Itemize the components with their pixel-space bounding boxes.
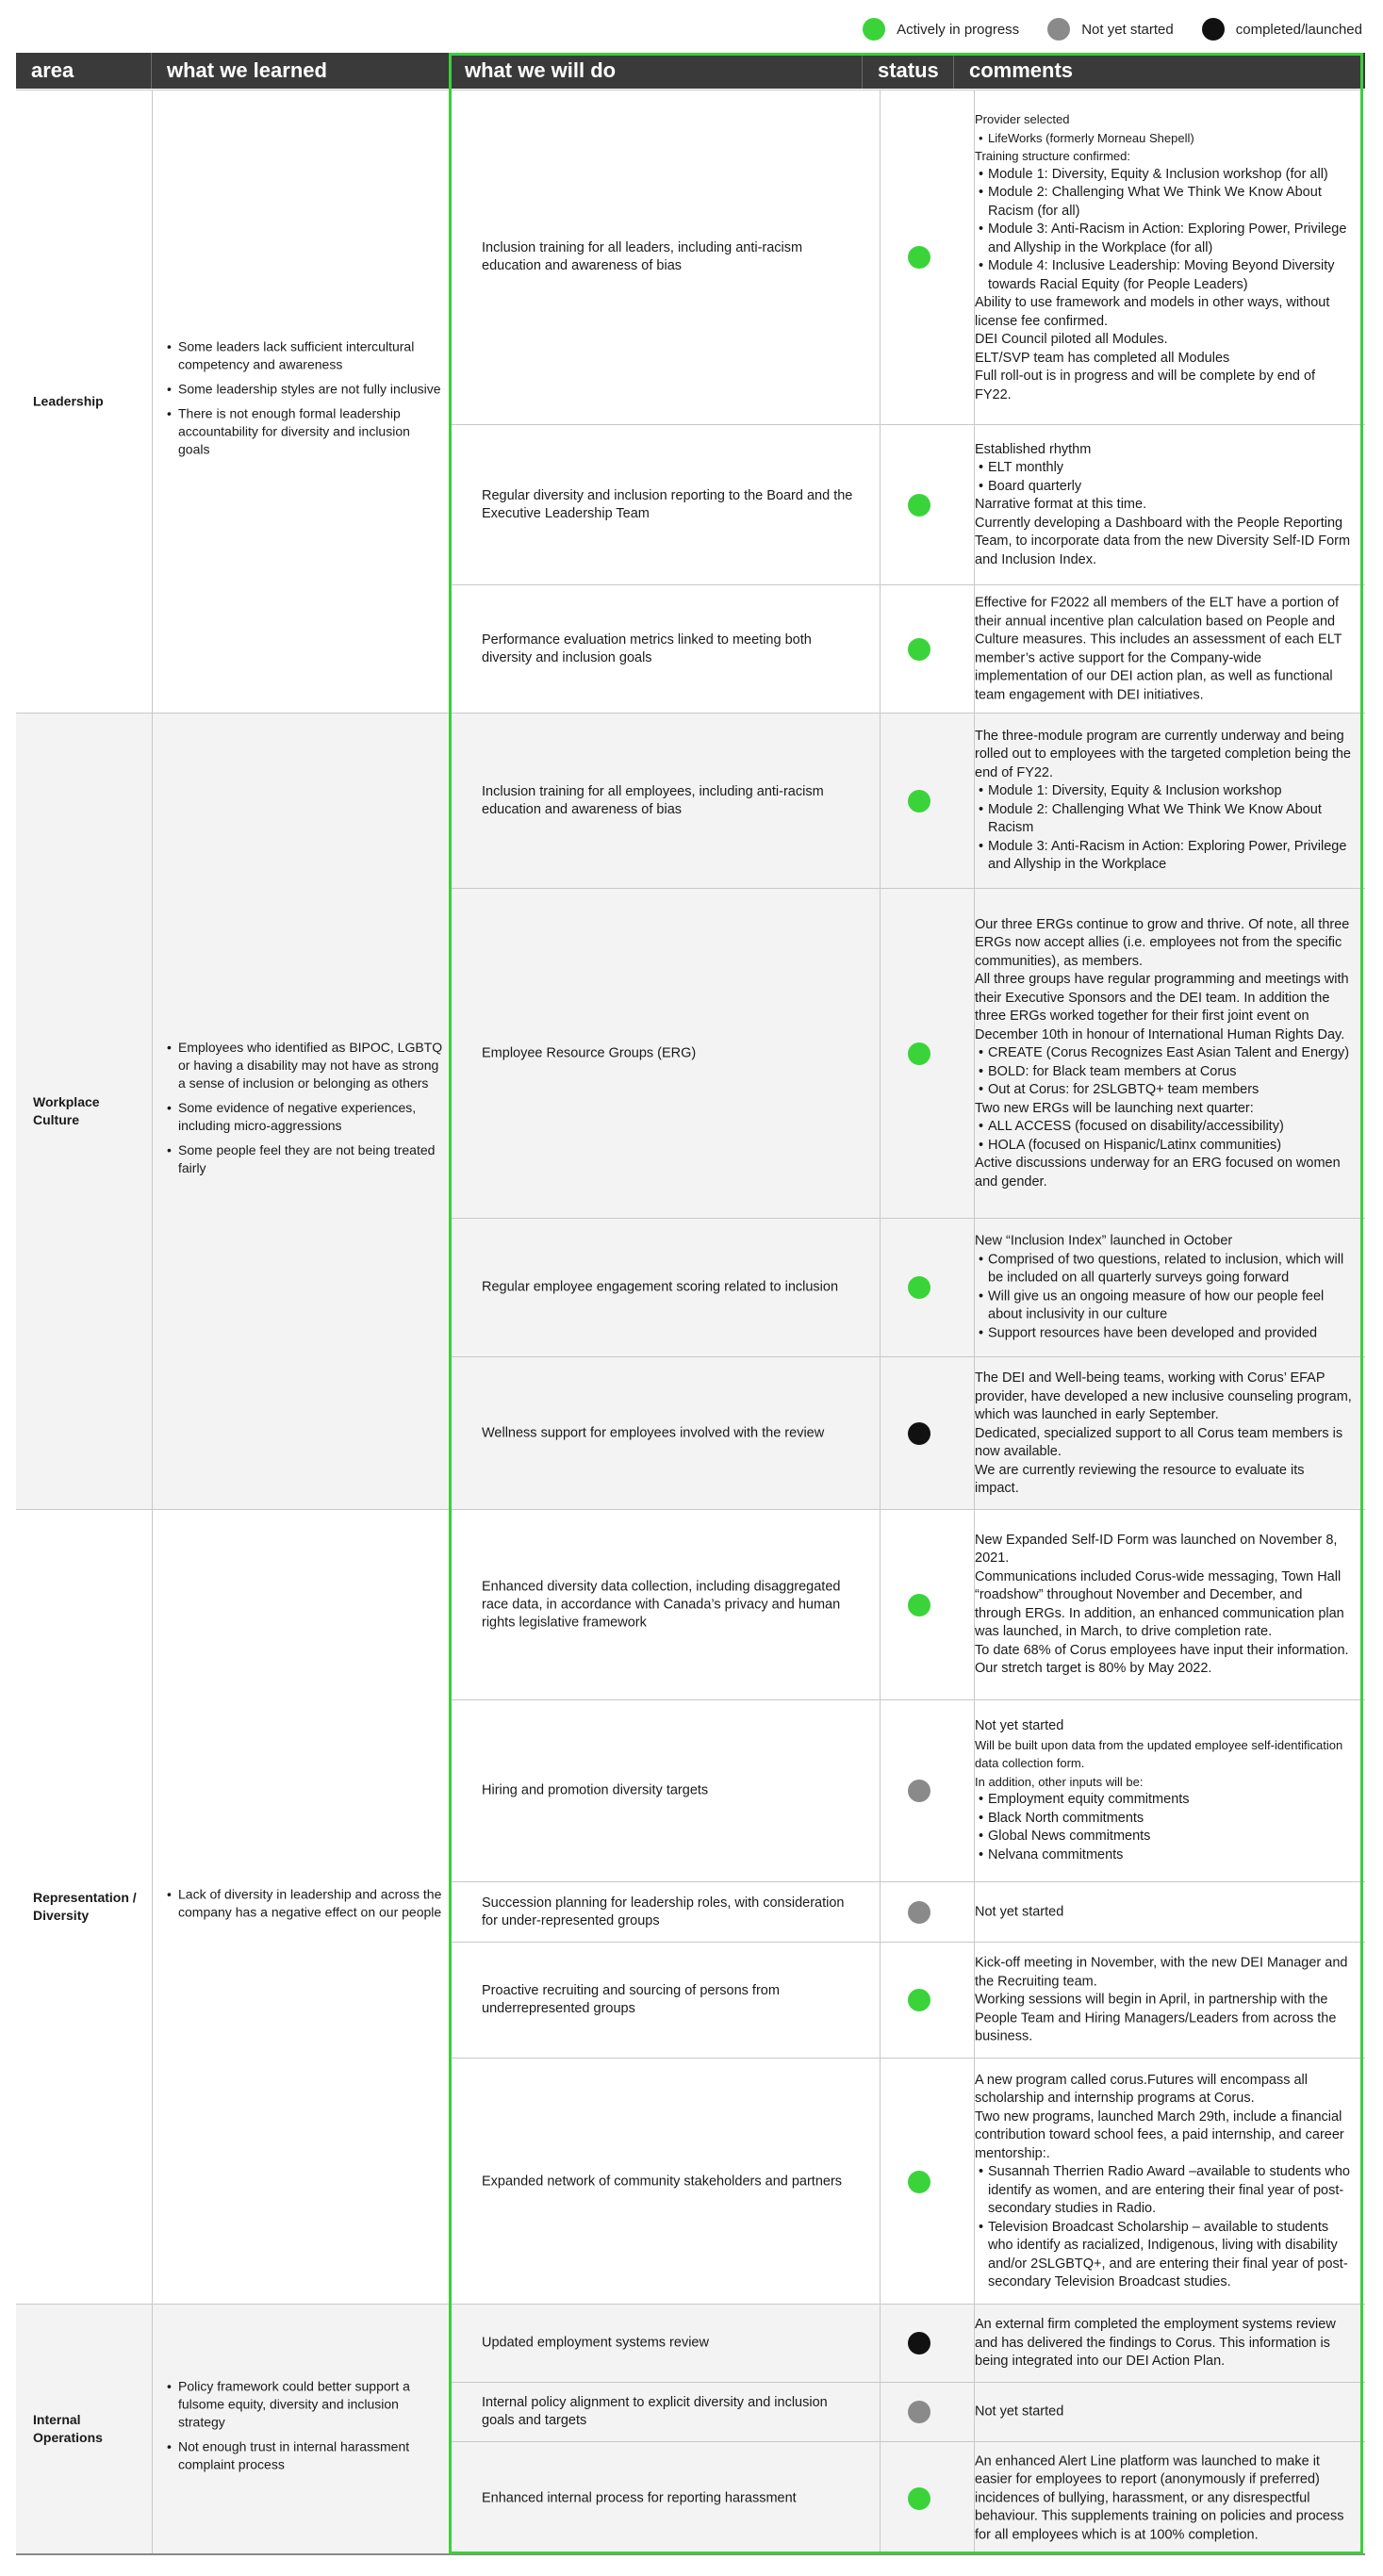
comment-paragraph: Not yet started bbox=[975, 2404, 1064, 2420]
comment-paragraph: Provider selected bbox=[975, 112, 1070, 126]
comment-list bbox=[975, 782, 1352, 875]
action-text: Wellness support for employees involved with the review bbox=[482, 1425, 825, 1441]
area-title: Workplace Culture bbox=[33, 1094, 100, 1127]
comment-list bbox=[975, 1791, 1352, 1864]
comment-bullet: • Module 1: Diversity, Equity & Inclusion workshop (for all) bbox=[975, 166, 1352, 185]
green-status-dot-icon bbox=[908, 2171, 930, 2193]
column-divider bbox=[152, 714, 153, 1509]
comment-paragraph: Our three ERGs continue to grow and thrive. Of note, all three ERGs now accept allies (i.e. employees not from the specific communities), as members. bbox=[975, 916, 1350, 969]
comment-paragraph: Full roll-out is in progress and will be complete by end of FY22. bbox=[975, 369, 1316, 402]
comment-bullet: • Module 4: Inclusive Leadership: Moving Beyond Diversity towards Racial Equity (for People Leaders) bbox=[975, 257, 1352, 294]
column-divider bbox=[880, 1357, 881, 1510]
header-status: status bbox=[863, 53, 954, 89]
learned-item: • Some leaders lack sufficient intercultural competency and awareness bbox=[176, 338, 444, 374]
grey-status-dot-icon bbox=[908, 1780, 930, 1802]
comment-bullet: • Board quarterly bbox=[975, 477, 1352, 496]
comment-paragraph: Two new programs, launched March 29th, include a financial contribution toward school fees, a paid internship, and career mentorship:. bbox=[975, 2108, 1344, 2161]
comments-cell bbox=[975, 1903, 1352, 1922]
comments-cell bbox=[975, 595, 1352, 705]
learned-item: • Some leadership styles are not fully inclusive bbox=[176, 381, 444, 399]
comment-bullet: • ALL ACCESS (focused on disability/accessibility) bbox=[975, 1118, 1352, 1137]
comment-bullet: • Nelvana commitments bbox=[975, 1846, 1352, 1865]
column-divider bbox=[152, 1510, 153, 2304]
comments-cell bbox=[975, 110, 1352, 404]
action-text: Inclusion training for all employees, including anti-racism education and awareness of bias bbox=[482, 783, 824, 817]
comment-paragraph: Not yet started bbox=[975, 1903, 1064, 1919]
comment-bullet: • Module 2: Challenging What We Think We Know About Racism (for all) bbox=[975, 184, 1352, 221]
learned-item: • Some evidence of negative experiences, including micro-aggressions bbox=[176, 1099, 444, 1135]
learned-item: • Some people feel they are not being treated fairly bbox=[176, 1141, 444, 1177]
column-divider bbox=[449, 2305, 450, 2553]
action-text: Employee Resource Groups (ERG) bbox=[482, 1045, 697, 1060]
comments-cell bbox=[975, 1954, 1352, 2046]
action-text: Performance evaluation metrics linked to meeting both diversity and inclusion goals bbox=[482, 632, 812, 665]
comment-paragraph: Our stretch target is 80% by May 2022. bbox=[975, 1661, 1212, 1676]
learned-item: • Employees who identified as BIPOC, LGBTQ or having a disability may not have as strong a sense of inclusion or belonging as others bbox=[176, 1039, 444, 1092]
comment-paragraph: All three groups have regular programming and meetings with their Executive Sponsors and the DEI team. In addition the three ERGs worked together for their first joint event on December 10th in honour of International Human Rights Day. bbox=[975, 971, 1349, 1042]
column-divider bbox=[880, 714, 881, 888]
comment-list bbox=[975, 1118, 1352, 1155]
header-learned: what we learned bbox=[152, 53, 450, 89]
action-text: Enhanced diversity data collection, including disaggregated race data, in accordance with Canada’s privacy and human rights legislative framework bbox=[482, 1579, 841, 1630]
comment-paragraph: The three-module program are currently underway and being rolled out to employees with the targeted completion being the end of FY22. bbox=[975, 728, 1351, 780]
comment-paragraph: DEI Council piloted all Modules. bbox=[975, 332, 1168, 347]
comment-paragraph: Effective for F2022 all members of the ELT have a portion of their annual incentive plan calculation based on People and Culture measures. This includes an assessment of each ELT member’s active support for the Company-wide implementation of our DEI action plan, as well as functional team engagement with DEI initiatives. bbox=[975, 595, 1342, 702]
comment-paragraph: The DEI and Well-being teams, working with Corus’ EFAP provider, have developed a new inclusive counseling program, which was launched in early September. bbox=[975, 1370, 1352, 1422]
comments-cell bbox=[975, 1532, 1352, 1679]
header-comments: comments bbox=[969, 58, 1074, 82]
comments-cell bbox=[975, 1717, 1352, 1864]
green-status-dot-icon bbox=[908, 638, 930, 661]
area-section bbox=[16, 2304, 1365, 2553]
comment-list bbox=[975, 1044, 1352, 1100]
action-text: Regular diversity and inclusion reporting to the Board and the Executive Leadership Team bbox=[482, 487, 853, 521]
column-divider bbox=[880, 1943, 881, 2058]
comment-paragraph: Currently developing a Dashboard with the People Reporting Team, to incorporate data from the new Diversity Self-ID Form and Inclusion Index. bbox=[975, 515, 1351, 567]
column-divider bbox=[880, 2059, 881, 2305]
area-section bbox=[16, 713, 1365, 1509]
green-status-dot-icon bbox=[908, 1989, 930, 2011]
action-row bbox=[451, 2058, 1365, 2305]
action-row bbox=[451, 2382, 1365, 2441]
comment-bullet: • Comprised of two questions, related to inclusion, which will be included on all quarterly surveys going forward bbox=[975, 1251, 1352, 1288]
column-divider bbox=[880, 2442, 881, 2554]
column-divider bbox=[880, 1219, 881, 1356]
header-area: area bbox=[16, 53, 152, 89]
column-divider bbox=[880, 889, 881, 1218]
comments-cell bbox=[975, 440, 1352, 569]
action-text: Hiring and promotion diversity targets bbox=[482, 1782, 709, 1798]
table-header bbox=[16, 53, 1365, 89]
comment-paragraph: Dedicated, specialized support to all Corus team members is now available. bbox=[975, 1425, 1343, 1459]
table-bottom-rule bbox=[16, 2553, 1365, 2555]
action-row bbox=[451, 1356, 1365, 1510]
comments-cell bbox=[975, 728, 1352, 875]
comment-list bbox=[975, 1251, 1352, 1343]
green-status-dot-icon bbox=[908, 1042, 930, 1065]
comment-bullet: • Module 1: Diversity, Equity & Inclusion workshop bbox=[975, 782, 1352, 801]
comment-paragraph: Established rhythm bbox=[975, 441, 1092, 457]
action-row bbox=[451, 424, 1365, 584]
action-row bbox=[451, 714, 1365, 888]
comment-paragraph: In addition, other inputs will be: bbox=[975, 1774, 1144, 1789]
column-divider bbox=[449, 90, 450, 713]
column-divider bbox=[880, 1700, 881, 1881]
comments-cell bbox=[975, 1233, 1352, 1343]
area-title: Internal Operations bbox=[33, 2412, 103, 2445]
action-text: Proactive recruiting and sourcing of persons from underrepresented groups bbox=[482, 1983, 780, 2016]
area-section bbox=[16, 1509, 1365, 2304]
legend-label: completed/launched bbox=[1235, 21, 1362, 38]
comment-bullet: • Module 3: Anti-Racism in Action: Exploring Power, Privilege and Allyship in the Workplace bbox=[975, 838, 1352, 875]
action-row bbox=[451, 2441, 1365, 2554]
comment-bullet: • Module 2: Challenging What We Think We Know About Racism bbox=[975, 801, 1352, 838]
column-divider bbox=[880, 1510, 881, 1699]
green-status-dot-icon bbox=[863, 18, 885, 41]
comment-paragraph: Working sessions will begin in April, in partnership with the People Team and Hiring Managers/Leaders from across the business. bbox=[975, 1992, 1337, 2044]
comments-cell bbox=[975, 2403, 1352, 2421]
comment-bullet: • Black North commitments bbox=[975, 1810, 1352, 1829]
comment-list bbox=[975, 129, 1352, 148]
column-divider bbox=[880, 425, 881, 584]
green-status-dot-icon bbox=[908, 246, 930, 269]
column-divider bbox=[880, 585, 881, 714]
header-do: what we will do bbox=[450, 53, 863, 89]
learned-item: • Not enough trust in internal harassment complaint process bbox=[176, 2438, 444, 2474]
comment-paragraph: Narrative format at this time. bbox=[975, 496, 1147, 512]
green-status-dot-icon bbox=[908, 1594, 930, 1616]
comment-bullet: • Employment equity commitments bbox=[975, 1791, 1352, 1810]
learned-item: • Policy framework could better support a fulsome equity, diversity and inclusion strategy bbox=[176, 2378, 444, 2432]
comment-bullet: • CREATE (Corus Recognizes East Asian Talent and Energy) bbox=[975, 1044, 1352, 1063]
action-text: Internal policy alignment to explicit diversity and inclusion goals and targets bbox=[482, 2395, 828, 2428]
action-row bbox=[451, 90, 1365, 424]
column-divider bbox=[152, 90, 153, 713]
action-text: Expanded network of community stakeholders and partners bbox=[482, 2174, 843, 2189]
comment-paragraph: A new program called corus.Futures will encompass all scholarship and internship programs at Corus. bbox=[975, 2072, 1308, 2106]
column-divider bbox=[449, 714, 450, 1509]
column-divider bbox=[880, 2383, 881, 2441]
action-row bbox=[451, 1510, 1365, 1699]
comment-paragraph: Ability to use framework and models in other ways, without license fee confirmed. bbox=[975, 295, 1330, 329]
comment-bullet: • Susannah Therrien Radio Award –available to students who identify as women, and are entering their final year of post-secondary studies in Radio. bbox=[975, 2163, 1352, 2219]
grey-status-dot-icon bbox=[908, 2401, 930, 2423]
comment-bullet: • Support resources have been developed and provided bbox=[975, 1324, 1352, 1343]
green-status-dot-icon bbox=[908, 2487, 930, 2510]
action-text: Enhanced internal process for reporting harassment bbox=[482, 2490, 797, 2505]
comment-list bbox=[975, 2163, 1352, 2292]
comment-paragraph: An enhanced Alert Line platform was launched to make it easier for employees to report (anonymously if preferred) incidences of bullying, harassment, or any disrespectful behaviour. This supplements training on policies and process for all employees which is at 100% completion. bbox=[975, 2453, 1344, 2542]
black-status-dot-icon bbox=[908, 1422, 930, 1445]
column-divider bbox=[880, 2305, 881, 2382]
area-title: Leadership bbox=[33, 393, 104, 409]
column-divider bbox=[880, 90, 881, 424]
column-divider bbox=[152, 2305, 153, 2553]
comment-bullet: • HOLA (focused on Hispanic/Latinx communities) bbox=[975, 1136, 1352, 1155]
action-row bbox=[451, 888, 1365, 1218]
comment-bullet: • Out at Corus: for 2SLGBTQ+ team members bbox=[975, 1081, 1352, 1100]
action-text: Inclusion training for all leaders, including anti-racism education and awareness of bias bbox=[482, 240, 803, 273]
grey-status-dot-icon bbox=[1047, 18, 1070, 41]
action-row bbox=[451, 584, 1365, 714]
comment-paragraph: New Expanded Self-ID Form was launched on November 8, 2021. bbox=[975, 1532, 1338, 1566]
area-title: Representation / Diversity bbox=[33, 1890, 137, 1923]
learned-list bbox=[165, 1039, 444, 1184]
action-row bbox=[451, 1881, 1365, 1942]
comment-bullet: • LifeWorks (formerly Morneau Shepell) bbox=[975, 129, 1352, 148]
learned-item: • There is not enough formal leadership accountability for diversity and inclusion goals bbox=[176, 405, 444, 459]
comment-paragraph: Active discussions underway for an ERG focused on women and gender. bbox=[975, 1155, 1341, 1190]
comment-list bbox=[975, 166, 1352, 295]
comments-cell bbox=[975, 2453, 1352, 2545]
legend-item-not-started bbox=[1047, 18, 1174, 41]
comment-paragraph: Two new ERGs will be launching next quarter: bbox=[975, 1100, 1254, 1116]
action-row bbox=[451, 1699, 1365, 1881]
area-section bbox=[16, 90, 1365, 713]
comment-paragraph: ELT/SVP team has completed all Modules bbox=[975, 350, 1230, 366]
comment-bullet: • Television Broadcast Scholarship – available to students who identify as racialized, Indigenous, living with disability and/or 2SLGBTQ+, and are entering their final year of post-secondary Television Broadcast studies. bbox=[975, 2219, 1352, 2292]
comments-cell bbox=[975, 1370, 1352, 1499]
learned-list bbox=[165, 338, 444, 466]
column-divider bbox=[880, 1882, 881, 1942]
comment-paragraph: Not yet started bbox=[975, 1718, 1064, 1733]
comment-paragraph: An external firm completed the employment systems review and has delivered the findings to Corus. This information is being integrated into our DEI Action Plan. bbox=[975, 2316, 1336, 2369]
legend-item-completed bbox=[1202, 18, 1362, 41]
action-text: Succession planning for leadership roles, with consideration for under-represented groups bbox=[482, 1895, 845, 1928]
comment-paragraph: New “Inclusion Index” launched in October bbox=[975, 1233, 1233, 1249]
black-status-dot-icon bbox=[908, 2332, 930, 2354]
comment-paragraph: Kick-off meeting in November, with the new DEI Manager and the Recruiting team. bbox=[975, 1955, 1348, 1989]
comment-bullet: • BOLD: for Black team members at Corus bbox=[975, 1062, 1352, 1081]
legend-label: Not yet started bbox=[1081, 21, 1174, 38]
comment-list bbox=[975, 459, 1352, 496]
green-status-dot-icon bbox=[908, 494, 930, 517]
comment-paragraph: Training structure confirmed: bbox=[975, 149, 1130, 163]
green-status-dot-icon bbox=[908, 1276, 930, 1299]
action-row bbox=[451, 1942, 1365, 2058]
comment-paragraph: To date 68% of Corus employees have input their information. bbox=[975, 1642, 1349, 1658]
legend-label: Actively in progress bbox=[897, 21, 1020, 38]
green-status-dot-icon bbox=[908, 790, 930, 812]
grey-status-dot-icon bbox=[908, 1901, 930, 1924]
action-row bbox=[451, 2305, 1365, 2382]
comment-bullet: • Module 3: Anti-Racism in Action: Exploring Power, Privilege and Allyship in the Workplace (for all) bbox=[975, 221, 1352, 257]
comment-paragraph: Communications included Corus-wide messaging, Town Hall “roadshow” throughout November and December, and through ERGs. In addition, an enhanced communication plan was launched, in March, to drive completion rate. bbox=[975, 1568, 1344, 1639]
comment-bullet: • Global News commitments bbox=[975, 1828, 1352, 1846]
legend-item-in-progress bbox=[863, 18, 1019, 41]
action-text: Regular employee engagement scoring related to inclusion bbox=[482, 1279, 839, 1295]
comment-bullet: • ELT monthly bbox=[975, 459, 1352, 478]
comments-cell bbox=[975, 2072, 1352, 2292]
black-status-dot-icon bbox=[1202, 18, 1225, 41]
comments-cell bbox=[975, 2316, 1352, 2371]
learned-list bbox=[165, 1886, 444, 1928]
action-text: Updated employment systems review bbox=[482, 2335, 709, 2351]
comment-paragraph: We are currently reviewing the resource to evaluate its impact. bbox=[975, 1462, 1305, 1496]
learned-item: • Lack of diversity in leadership and across the company has a negative effect on our people bbox=[176, 1886, 444, 1922]
comment-bullet: • Will give us an ongoing measure of how our people feel about inclusivity in our culture bbox=[975, 1288, 1352, 1324]
comments-cell bbox=[975, 915, 1352, 1191]
column-divider bbox=[449, 1510, 450, 2304]
learned-list bbox=[165, 2378, 444, 2481]
action-row bbox=[451, 1218, 1365, 1356]
status-legend bbox=[834, 15, 1362, 43]
comment-paragraph: Will be built upon data from the updated employee self-identification data collection form. bbox=[975, 1737, 1343, 1770]
